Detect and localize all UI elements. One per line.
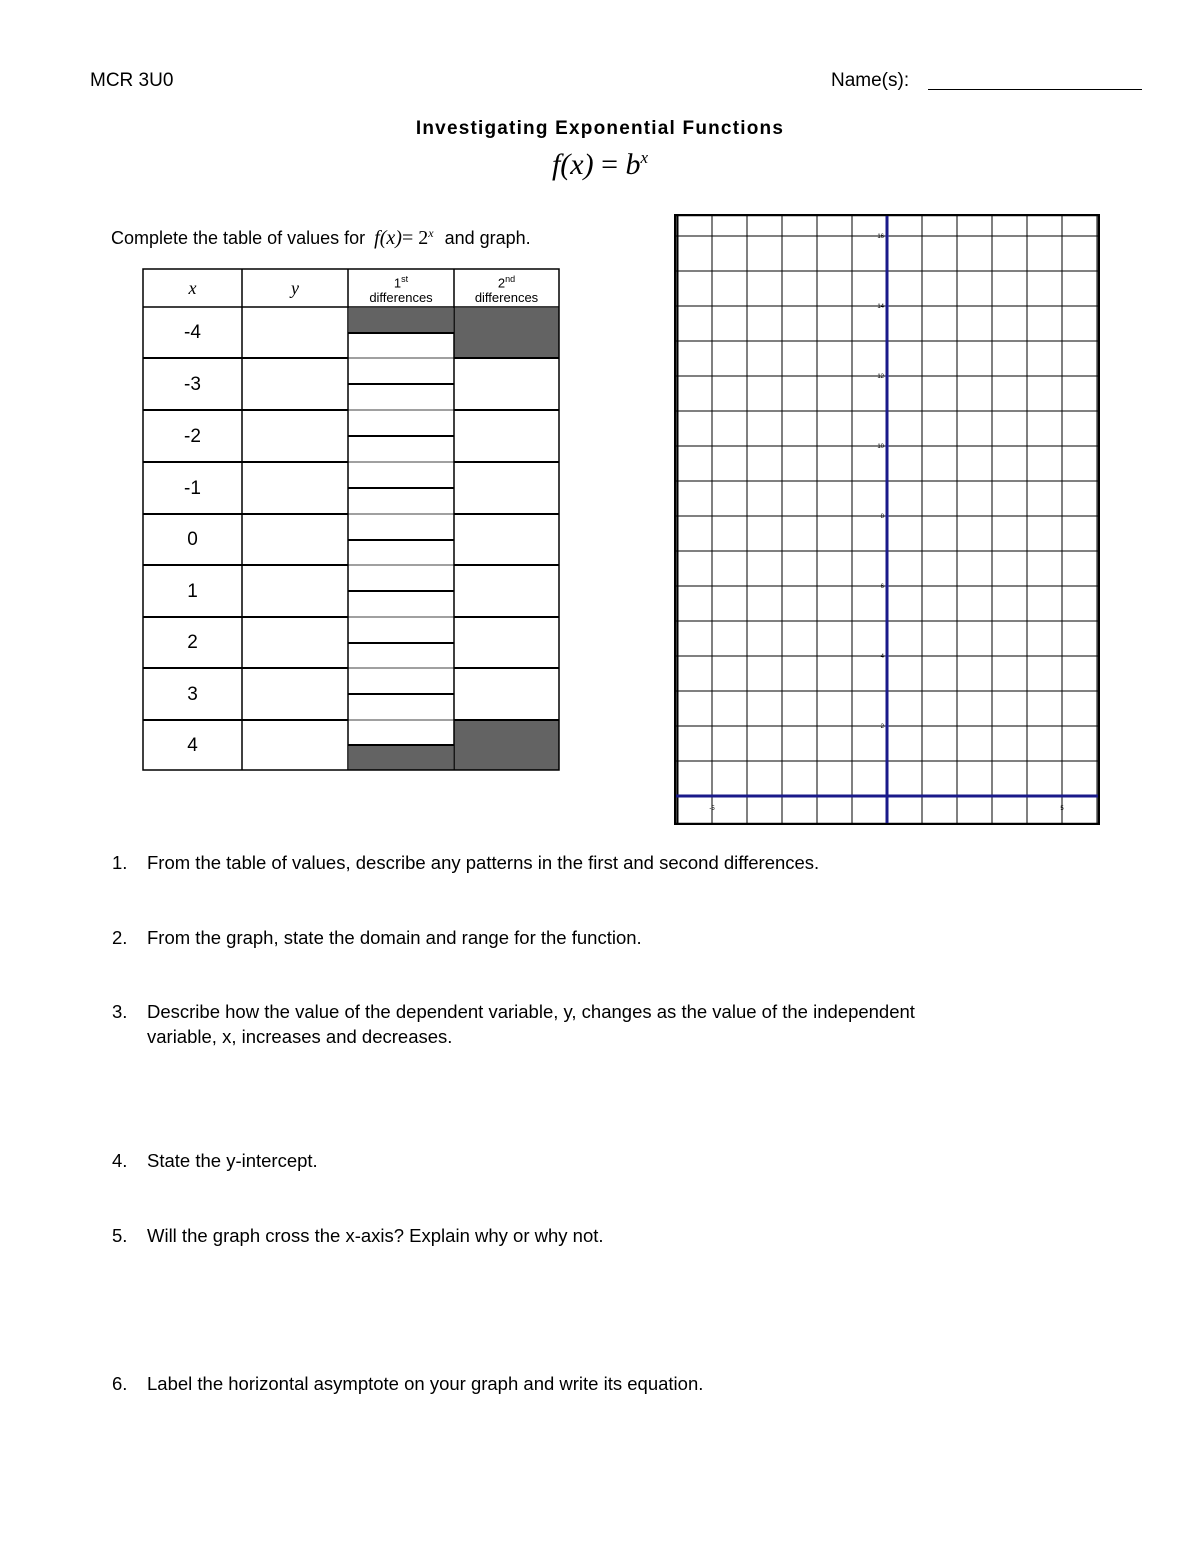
y-tick-label: 10 (877, 444, 884, 450)
graph-grid[interactable] (674, 214, 1100, 825)
x-tick-label: -5 (709, 806, 715, 812)
prompt-function: f(x) (374, 227, 402, 249)
y-tick-label: 6 (880, 584, 884, 590)
y-tick-label: 16 (877, 234, 884, 240)
question-number: 2. (112, 927, 128, 948)
course-code: MCR 3U0 (90, 70, 174, 91)
y-answer-cell[interactable] (243, 669, 347, 719)
shaded-second-diff-top (454, 308, 559, 358)
y-tick-label: 2 (880, 724, 884, 730)
question-text: State the y-intercept. (147, 1150, 318, 1171)
x-value: -3 (184, 373, 201, 395)
question-text: Will the graph cross the x-axis? Explain why or why not. (147, 1225, 604, 1246)
prompt-equals: = 2 (401, 227, 429, 249)
question-number: 5. (112, 1225, 128, 1246)
y-answer-cell[interactable] (243, 463, 347, 513)
header-second-label: differences (474, 289, 539, 305)
y-tick-label: 12 (877, 374, 884, 380)
x-value: -2 (184, 425, 201, 447)
x-tick-label: 5 (1060, 806, 1064, 812)
header-x: x (188, 278, 197, 298)
formula-equals: = (593, 148, 626, 181)
y-answer-cell[interactable] (243, 308, 347, 357)
question-number: 4. (112, 1150, 128, 1171)
question-text: Describe how the value of the dependent variable, y, changes as the value of the independent (147, 1001, 915, 1022)
header-y: y (291, 278, 299, 298)
y-answer-cell[interactable] (243, 566, 347, 616)
x-value: 1 (187, 580, 198, 602)
y-tick-label: 8 (880, 514, 884, 520)
worksheet-title: Investigating Exponential Functions (415, 118, 785, 139)
question-text-continued: variable, x, increases and decreases. (147, 1026, 453, 1047)
question-number: 1. (112, 852, 128, 873)
shaded-first-diff-top (349, 308, 453, 333)
shaded-first-diff-bottom (349, 745, 453, 770)
prompt-after: and graph. (444, 228, 531, 248)
x-value: 3 (187, 683, 198, 705)
formula-base: b (625, 148, 641, 181)
header-second-num: 2 (497, 275, 506, 291)
y-answer-cell[interactable] (243, 359, 347, 409)
formula-lhs: f(x) (551, 148, 594, 181)
question-number: 3. (112, 1001, 128, 1022)
header-first-sup: st (401, 274, 409, 285)
x-value: -4 (184, 322, 201, 343)
prompt-exponent: x (428, 226, 434, 240)
header-first-differences (348, 270, 454, 307)
y-tick-label: 4 (880, 654, 884, 660)
header-second-sup: nd (505, 274, 516, 285)
header-first-num: 1 (393, 275, 402, 291)
question-number: 6. (112, 1373, 128, 1394)
y-answer-cell[interactable] (243, 618, 347, 667)
y-answer-cell[interactable] (243, 721, 347, 769)
name-label: Name(s): (831, 70, 910, 91)
y-tick-label: 14 (877, 304, 884, 310)
header-second-differences (454, 270, 559, 307)
header-first-label: differences (369, 289, 433, 305)
question-text: Label the horizontal asymptote on your graph and write its equation. (147, 1373, 704, 1394)
question-text: From the table of values, describe any patterns in the first and second differences. (147, 852, 820, 873)
y-answer-cell[interactable] (243, 411, 347, 461)
x-value: -1 (184, 477, 201, 499)
graph-svg (674, 214, 1100, 825)
x-value: 4 (187, 734, 198, 756)
y-answer-cell[interactable] (243, 515, 347, 564)
x-value: 2 (187, 632, 198, 653)
formula-exponent: x (640, 148, 649, 167)
shaded-second-diff-bottom (454, 720, 559, 770)
question-text: From the graph, state the domain and range for the function. (147, 927, 642, 948)
prompt-before: Complete the table of values for (111, 228, 366, 248)
x-value: 0 (187, 529, 198, 550)
